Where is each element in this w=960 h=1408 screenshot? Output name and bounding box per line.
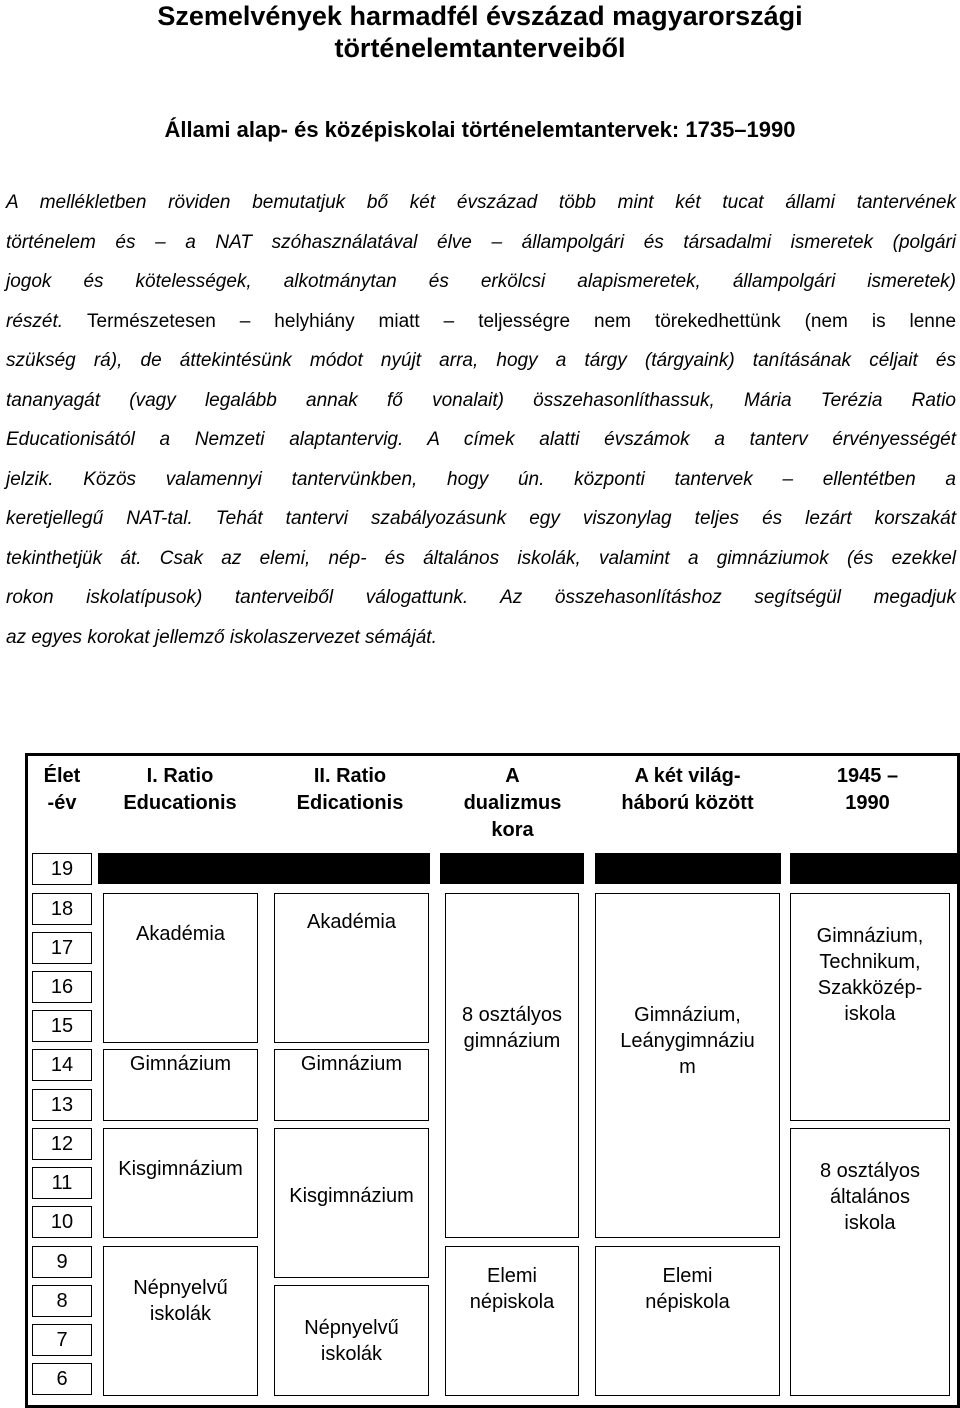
header-age: Élet -év xyxy=(43,765,81,814)
page-subtitle: Állami alap- és középiskolai történelemtantervek: 1735–1990 xyxy=(164,117,796,142)
age-10: 10 xyxy=(32,1206,92,1238)
intro-line-11: rokon iskolatípusok) tanterveiből válogattunk. Az összehasonlításhoz segítségül megadjuk xyxy=(6,587,956,608)
age-18: 18 xyxy=(32,893,92,925)
r1-kisgimnazium-box xyxy=(103,1128,258,1238)
r2-gimnazium: Gimnázium xyxy=(300,1053,403,1075)
age19-bar-interwar xyxy=(595,853,781,884)
r1-kisgimnazium: Kisgimnázium xyxy=(118,1158,243,1180)
dual-gimnazium-box xyxy=(445,893,579,1238)
age-14: 14 xyxy=(32,1049,92,1081)
header-ratio-1: I. Ratio Educationis xyxy=(123,765,237,814)
age19-bar-ratio xyxy=(98,853,430,884)
age-11: 11 xyxy=(32,1167,92,1199)
r1-akademia: Akadémia xyxy=(136,923,225,945)
modern-altalanos: 8 osztályos általános iskola xyxy=(819,1160,921,1234)
age-15: 15 xyxy=(32,1010,92,1042)
school-structure-table xyxy=(25,753,960,1408)
intro-line-1: A mellékletben röviden bemutatjuk bő két évszázad több mint két tucat állami tantervének xyxy=(6,192,956,213)
age19-bar-dualism xyxy=(440,853,584,884)
age-19: 19 xyxy=(32,853,92,885)
age-17: 17 xyxy=(32,932,92,964)
intro-line-7: Educationisától a Nemzeti alaptantervig. A címek alatti évszámok a tanterv érvényességét xyxy=(6,429,956,450)
intro-paragraph xyxy=(6,188,956,662)
r2-akademia: Akadémia xyxy=(307,911,396,933)
intro-line-3: jogok és kötelességek, alkotmánytan és erkölcsi alapismeretek, állampolgári ismeretek) xyxy=(6,271,956,292)
age19-bar-modern xyxy=(790,853,958,884)
dual-gimnazium: 8 osztályos gimnázium xyxy=(461,1004,563,1052)
header-ratio-2: II. Ratio Edicationis xyxy=(296,765,404,814)
dual-elemi: Elemi népiskola xyxy=(469,1265,555,1313)
age-7: 7 xyxy=(32,1324,92,1356)
modern-kozep: Gimnázium, Technikum, Szakközép- iskola xyxy=(816,925,924,1025)
header-1945-1990: 1945 – 1990 xyxy=(836,765,899,814)
age-6: 6 xyxy=(32,1363,92,1395)
interwar-elemi: Elemi népiskola xyxy=(645,1265,730,1313)
age-16: 16 xyxy=(32,971,92,1003)
age-8: 8 xyxy=(32,1285,92,1317)
page-title-line1: Szemelvények harmadfél évszázad magyarországi xyxy=(157,1,803,31)
age-9: 9 xyxy=(32,1246,92,1278)
intro-line-9: keretjellegű NAT-tal. Tehát tantervi szabályozásunk egy viszonylag teljes és lezárt korszakát xyxy=(6,508,956,529)
intro-line-10: tekinthetjük át. Csak az elemi, nép- és általános iskolák, valamint a gimnáziumok (és ezekkel xyxy=(6,547,956,569)
intro-line-12: az egyes korokat jellemző iskolaszervezet sémáját. xyxy=(6,626,437,648)
interwar-gimnazium: Gimnázium, Leánygimnáziu m xyxy=(620,1004,755,1078)
intro-line-6: tananyagát (vagy legalább annak fő vonalait) összehasonlíthassuk, Mária Terézia Ratio xyxy=(6,389,956,411)
header-dualism: A dualizmus kora xyxy=(463,765,562,841)
age-13: 13 xyxy=(32,1089,92,1121)
age-12: 12 xyxy=(32,1128,92,1160)
intro-line-2: történelem és – a NAT szóhasználatával élve – állampolgári és társadalmi ismeretek (polgári xyxy=(6,231,956,253)
r1-nepnyelvu: Népnyelvű iskolák xyxy=(133,1277,228,1325)
header-interwar: A két világ- háború között xyxy=(621,765,754,814)
r2-kisgimnazium: Kisgimnázium xyxy=(289,1185,414,1207)
intro-line-8: jelzik. Közös valamennyi tantervünkben, hogy ún. központi tantervek – ellentétben a xyxy=(6,468,956,490)
r1-akademia-box xyxy=(103,893,258,1043)
intro-line-4: részét. Természetesen – helyhiány miatt – teljességre nem törekedhettünk (nem is lenne xyxy=(6,310,957,332)
r1-gimnazium: Gimnázium xyxy=(129,1053,232,1075)
page-title-line2: történelemtanterveiből xyxy=(334,33,626,63)
r2-nepnyelvu: Népnyelvű iskolák xyxy=(304,1317,399,1365)
intro-line-5: szükség rá), de áttekintésünk módot nyújt arra, hogy a tárgy (tárgyaink) tanításának céljait és xyxy=(6,350,956,371)
